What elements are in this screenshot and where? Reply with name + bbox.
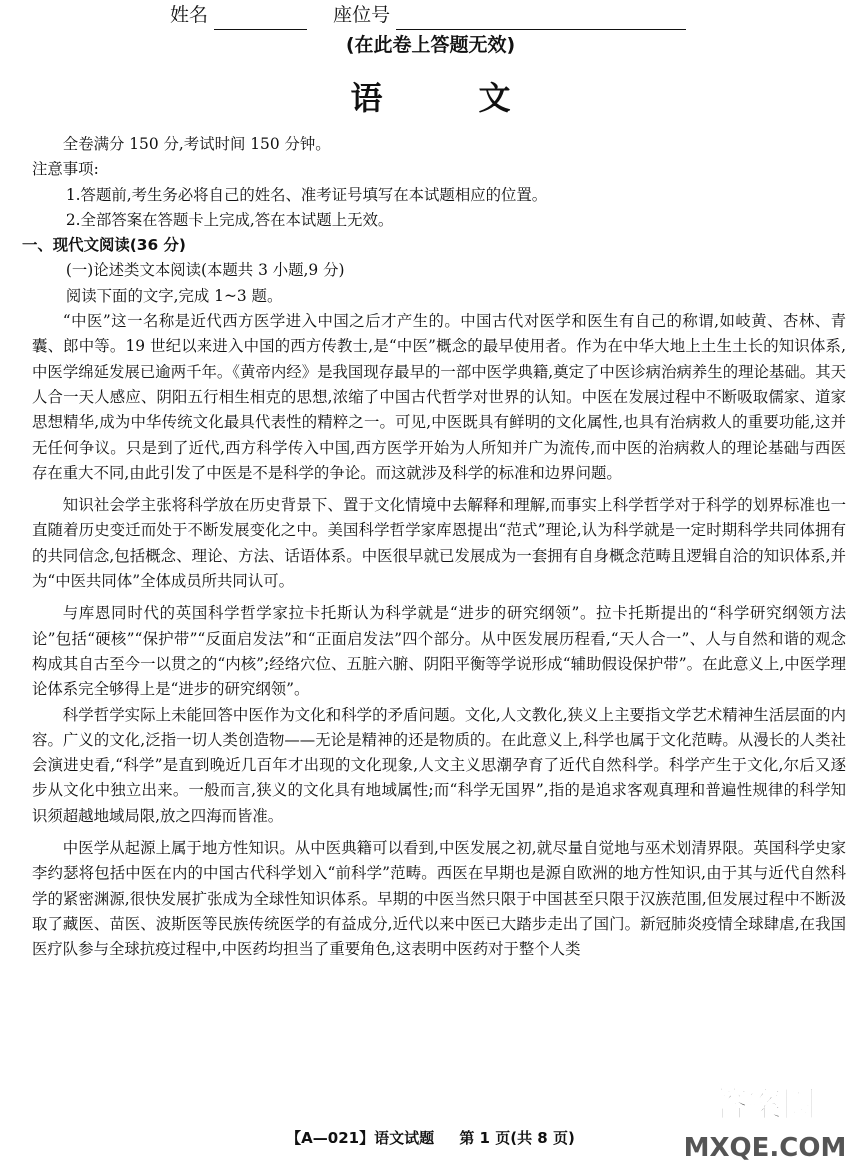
passage-paragraph-1: “中医”这一名称是近代西方医学进入中国之后才产生的。中国古代对医学和医生有自己的称谓,如岐黄、杏林、青囊、郎中等。19 世纪以来进入中国的西方传教士,是“中医”概念的最早使用者。作为在中华大地上土生土长的知识体系,中医学绵延发展已逾两千年。《黄帝内经》是我国现存最早的一部中医学典籍,奠定了中医诊病治病养生的理论基础。其天人合一天人感应、阴阳五行相生相克的思想,浓缩了中国古代哲学对世界的认知。中医在发展过程中不断吸取儒家、道家思想精华,成为中华传统文化最具代表性的精粹之一。可见,中医既具有鲜明的文化属性,也具有治病救人的重要功能,这并无任何争议。只是到了近代,西方科学传入中国,西方医学开始为人所知并广为流传,而中医的治病救人的理论基础与西医存在重大不同,由此引发了中医是不是科学的争论。而这就涉及科学的标准和边界问题。	[32, 312, 846, 482]
exam-content	[22, 132, 846, 963]
score-time-text: 全卷满分 150 分,考试时间 150 分钟。	[62, 135, 331, 153]
page-number: 第 1 页(共 8 页)	[459, 1129, 575, 1147]
invalid-note: (在此卷上答题无效)	[345, 34, 516, 56]
svg-text:答案圈: 答案圈	[714, 1085, 816, 1125]
svg-text:MXQE.COM: MXQE.COM	[683, 1133, 847, 1163]
subject-title: 语文	[350, 79, 607, 117]
reading-instruction: 阅读下面的文字,完成 1~3 题。	[65, 286, 283, 305]
seat-blank	[396, 9, 686, 30]
exam-code: 【A—021】语文试题	[286, 1129, 435, 1147]
passage-paragraph-2: 知识社会学主张将科学放在历史背景下、置于文化情境中去解释和理解,而事实上科学哲学对于科学的划界标准也一直随着历史变迁而处于不断发展变化之中。美国科学哲学家库恩提出“范式”理论,认为科学就是一定时期科学共同体拥有的共同信念,包括概念、理论、方法、话语体系。中医很早就已发展成为一套拥有自身概念范畴且逻辑自洽的知识体系,并为“中医共同体”全体成员所共同认可。	[32, 496, 846, 591]
section-sub-title: (一)论述类文本阅读(本题共 3 小题,9 分)	[65, 261, 345, 280]
note-1: 1.答题前,考生务必将自己的姓名、准考证号填写在本试题相应的位置。	[65, 185, 548, 204]
notes-heading: 注意事项:	[32, 160, 99, 179]
section-title: 一、现代文阅读(36 分)	[22, 236, 186, 255]
seat-label: 座位号	[333, 4, 391, 26]
site-logo	[675, 1076, 855, 1164]
passage-paragraph-5: 中医学从起源上属于地方性知识。从中医典籍可以看到,中医发展之初,就尽量自觉地与巫术划清界限。英国科学史家李约瑟将包括中医在内的中国古代科学划入“前科学”范畴。西医在早期也是源自欧洲的地方性知识,由于其与近代自然科学的紧密渊源,很快发展扩张成为全球性知识体系。早期的中医当然只限于中国甚至只限于汉族范围,但发展过程中不断汲取了藏医、苗医、波斯医等民族传统医学的有益成分,近代以来中医已大踏步走出了国门。新冠肺炎疫情全球肆虐,在我国医疗队参与全球抗疫过程中,中医药均担当了重要角色,这表明中医药对于整个人类	[32, 839, 846, 959]
name-label: 姓名	[170, 4, 209, 26]
passage-paragraph-3: 与库恩同时代的英国科学哲学家拉卡托斯认为科学就是“进步的研究纲领”。拉卡托斯提出的“科学研究纲领方法论”包括“硬核”“保护带”“反面启发法”和“正面启发法”四个部分。从中医发展历程看,“天人合一”、人与自然和谐的观念构成其自古至今一以贯之的“内核”;经络穴位、五脏六腑、阴阳平衡等学说形成“辅助假设保护带”。在此意义上,中医学理论体系完全够得上是“进步的研究纲领”。	[32, 604, 846, 699]
passage-paragraph-4: 科学哲学实际上未能回答中医作为文化和科学的矛盾问题。文化,人文教化,狭义上主要指文学艺术精神生活层面的内容。广义的文化,泛指一切人类创造物——无论是精神的还是物质的。在此意义上,科学也属于文化范畴。从漫长的人类社会演进史看,“科学”是直到晚近几百年才出现的文化现象,人文主义思潮孕育了近代自然科学。科学产生于文化,尔后又逐步从文化中独立出来。一般而言,狭义的文化具有地域属性;而“科学无国界”,指的是追求客观真理和普遍性规律的科学知识须超越地域局限,放之四海而皆准。	[32, 705, 846, 825]
name-blank	[214, 9, 307, 30]
candidate-info-line	[170, 0, 710, 30]
note-2: 2.全部答案在答题卡上完成,答在本试题上无效。	[65, 210, 394, 229]
